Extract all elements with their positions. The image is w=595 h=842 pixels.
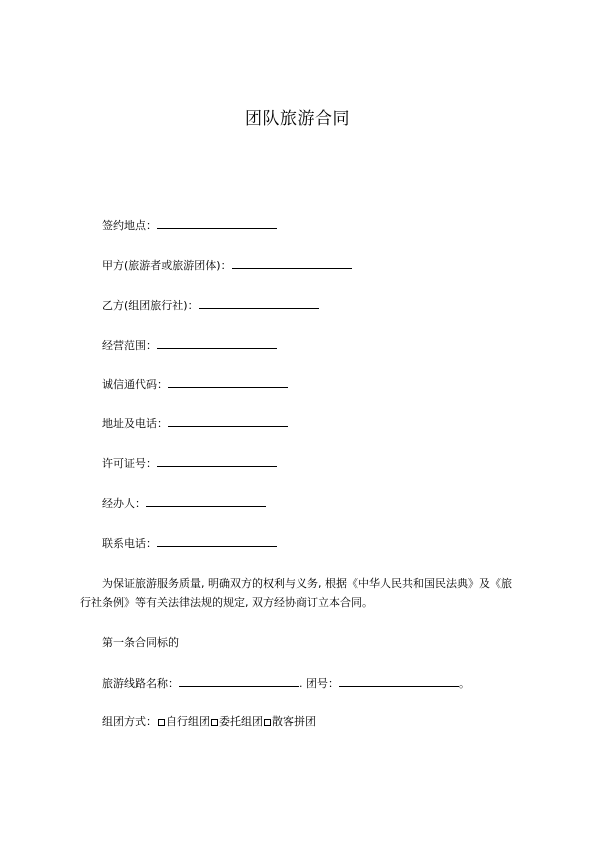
contact-phone-field <box>102 536 277 551</box>
section-1-heading: 第一条合同标的 <box>102 636 179 649</box>
credit-code-field <box>102 377 288 392</box>
address-phone-label: 地址及电话： <box>102 417 168 430</box>
business-scope-label: 经营范围： <box>102 339 157 352</box>
address-phone-blank <box>168 416 288 427</box>
party-a-label: 甲方(旅游者或旅游团体)： <box>102 259 232 272</box>
intro-paragraph: 为保证旅游服务质量, 明确双方的权利与义务, 根据《中华人民共和国民法典》及《旅行社条例》等有关法律法规的规定, 双方经协商订立本合同。 <box>80 577 512 609</box>
option-individual-joined: 散客拼团 <box>272 715 316 728</box>
checkbox-self-organized[interactable] <box>158 719 165 726</box>
route-name-blank <box>179 676 299 687</box>
business-scope-field <box>102 338 277 353</box>
contact-phone-label: 联系电话： <box>102 537 157 550</box>
license-no-field <box>102 456 277 471</box>
party-b-blank <box>199 298 319 309</box>
checkbox-entrusted[interactable] <box>211 719 218 726</box>
credit-code-blank <box>168 377 288 388</box>
party-b-label: 乙方(组团旅行社)： <box>102 299 199 312</box>
group-number-label: . 团号： <box>299 677 339 690</box>
group-mode-label: 组团方式： <box>102 715 157 728</box>
group-number-blank <box>339 676 459 687</box>
party-a-blank <box>232 258 352 269</box>
route-end-mark: 。 <box>459 677 470 690</box>
option-self-organized: 自行组团 <box>166 715 210 728</box>
license-no-blank <box>157 456 277 467</box>
route-name-label: 旅游线路名称： <box>102 677 179 690</box>
license-no-label: 许可证号： <box>102 457 157 470</box>
party-b-field <box>102 298 319 313</box>
handler-field <box>102 496 266 511</box>
party-a-field <box>102 258 352 273</box>
signing-place-label: 签约地点： <box>102 219 157 232</box>
signing-place-blank <box>157 218 277 229</box>
document-title: 团队旅游合同 <box>245 109 350 129</box>
checkbox-individual-joined[interactable] <box>264 719 271 726</box>
business-scope-blank <box>157 338 277 349</box>
handler-blank <box>146 496 266 507</box>
handler-label: 经办人： <box>102 497 146 510</box>
credit-code-label: 诚信通代码： <box>102 378 168 391</box>
contact-phone-blank <box>157 536 277 547</box>
signing-place-field <box>102 218 277 233</box>
route-field <box>102 676 470 691</box>
option-entrusted: 委托组团 <box>219 715 263 728</box>
group-mode-field <box>102 715 316 729</box>
address-phone-field <box>102 416 288 431</box>
